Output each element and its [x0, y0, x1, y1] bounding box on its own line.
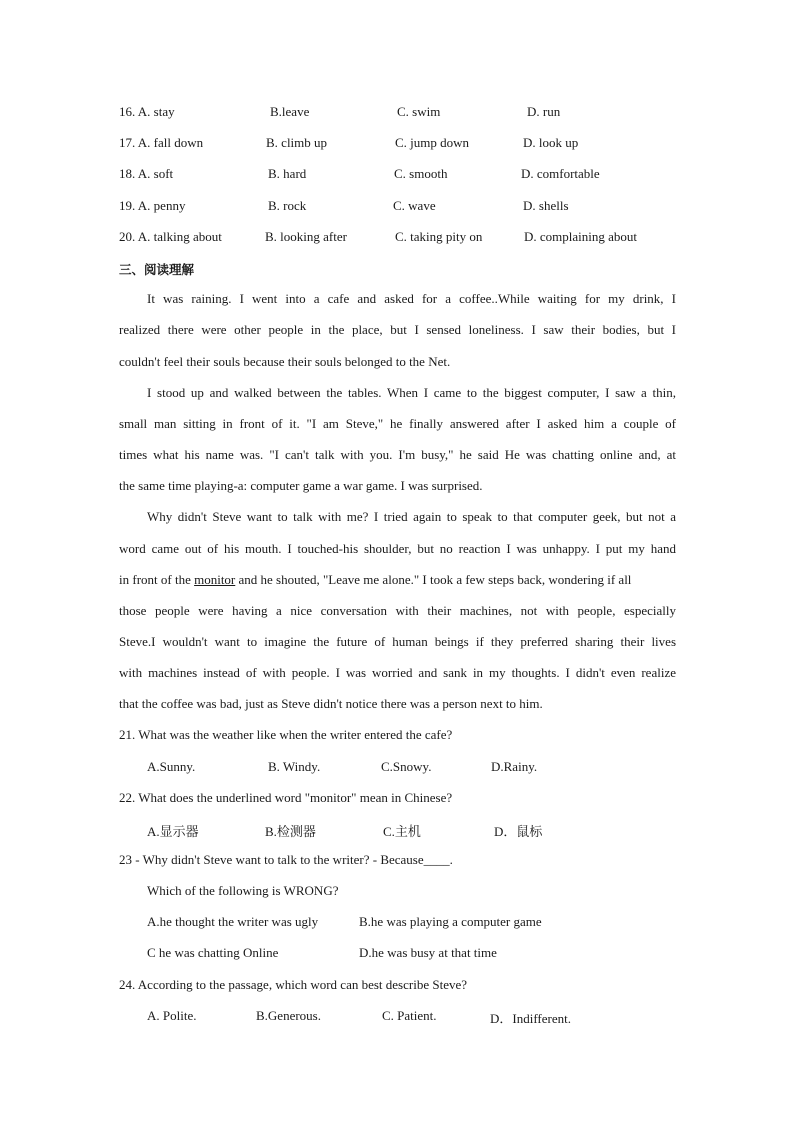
option-d: D. complaining about — [524, 229, 638, 244]
option-b: B. looking after — [265, 229, 347, 244]
passage-line: I stood up and walked between the tables. When I came to the biggest computer, I saw a thin, — [147, 385, 676, 400]
passage-line: realized there were other people in the place, but I sensed loneliness. I saw their bodies, but I — [119, 322, 676, 337]
cloze-row-20 — [0, 229, 794, 247]
passage-line: those people were having a nice conversation with their machines, not with people, especially — [119, 603, 676, 618]
passage-line: Steve.I wouldn't want to imagine the future of human beings if they preferred sharing their lives — [119, 634, 676, 649]
option-a: 17. A. fall down — [119, 135, 204, 150]
passage-line: times what his name was. "I can't talk with you. I'm busy," he said He was chatting online and, at — [119, 447, 676, 462]
option-a: A. Polite. — [147, 1008, 197, 1023]
question-23-substem: Which of the following is WRONG? — [147, 883, 339, 898]
section-heading: 三、阅读理解 — [119, 262, 195, 277]
option-b: B.he was playing a computer game — [359, 914, 542, 929]
passage-text: in front of the — [119, 572, 191, 587]
option-b: B. rock — [268, 198, 307, 213]
option-a: 20. A. talking about — [119, 229, 222, 244]
option-a: A.Sunny. — [147, 759, 196, 774]
option-c: C. smooth — [394, 166, 448, 181]
question-22-stem: 22. What does the underlined word "monitor" mean in Chinese? — [119, 790, 453, 805]
cloze-row-17 — [0, 135, 794, 153]
question-22-options — [0, 821, 794, 839]
option-d: D.Rainy. — [491, 759, 538, 774]
option-b: B. hard — [268, 166, 307, 181]
option-d: D. look up — [523, 135, 579, 150]
cloze-row-16 — [0, 104, 794, 122]
option-d: D. run — [527, 104, 561, 119]
option-a: 16. A. stay — [119, 104, 175, 119]
option-c: C. Patient. — [382, 1008, 437, 1023]
question-23-stem: 23 - Why didn't Steve want to talk to the writer? - Because____. — [119, 852, 453, 867]
passage-line-with-underline — [119, 572, 676, 588]
option-a: A.显示器 — [147, 824, 199, 839]
question-21-options — [0, 759, 794, 777]
option-c: C.主机 — [383, 824, 421, 839]
option-b: B.leave — [270, 104, 310, 119]
option-b: B.Generous. — [256, 1008, 321, 1023]
passage-line: with machines instead of with people. I was worried and sank in my thoughts. I didn't even realize — [119, 665, 676, 680]
option-d: D. shells — [523, 198, 569, 213]
question-23-options-row-1 — [0, 914, 794, 932]
passage-text: and he shouted, "Leave me alone." I took a few steps back, wondering if all — [238, 572, 632, 587]
option-b: B. Windy. — [268, 759, 321, 774]
question-21-stem: 21. What was the weather like when the writer entered the cafe? — [119, 727, 453, 742]
option-a: 19. A. penny — [119, 198, 186, 213]
underlined-word-monitor: monitor — [194, 572, 236, 587]
option-a: 18. A. soft — [119, 166, 174, 181]
option-c: C. wave — [393, 198, 436, 213]
option-d: D．Indifferent. — [490, 1011, 571, 1026]
option-c: C he was chatting Online — [147, 945, 279, 960]
passage-line: Why didn't Steve want to talk with me? I tried again to speak to that computer geek, but not a — [147, 509, 676, 524]
passage-line: couldn't feel their souls because their souls belonged to the Net. — [119, 354, 451, 369]
passage-line: that the coffee was bad, just as Steve didn't notice there was a person next to him. — [119, 696, 543, 711]
option-a: A.he thought the writer was ugly — [147, 914, 319, 929]
passage-line: small man sitting in front of it. "I am Steve," he finally answered after I asked him a couple of — [119, 416, 676, 431]
option-c: C. jump down — [395, 135, 470, 150]
passage-line: It was raining. I went into a cafe and asked for a coffee..While waiting for my drink, I — [147, 291, 676, 306]
option-b: B.检测器 — [265, 824, 316, 839]
question-24-options — [0, 1008, 794, 1026]
cloze-row-19 — [0, 198, 794, 216]
question-23-options-row-2 — [0, 945, 794, 963]
passage-line: word came out of his mouth. I touched-his shoulder, but no reaction I was unhappy. I put my hand — [119, 541, 676, 556]
question-24-stem: 24. According to the passage, which word can best describe Steve? — [119, 977, 468, 992]
passage-line: the same time playing-a: computer game a war game. I was surprised. — [119, 478, 483, 493]
option-d: D. comfortable — [521, 166, 600, 181]
cloze-row-18 — [0, 166, 794, 184]
option-c: C.Snowy. — [381, 759, 432, 774]
option-c: C. swim — [397, 104, 441, 119]
option-c: C. taking pity on — [395, 229, 483, 244]
option-d: D.he was busy at that time — [359, 945, 497, 960]
option-b: B. climb up — [266, 135, 328, 150]
option-d: D．鼠标 — [494, 824, 543, 839]
